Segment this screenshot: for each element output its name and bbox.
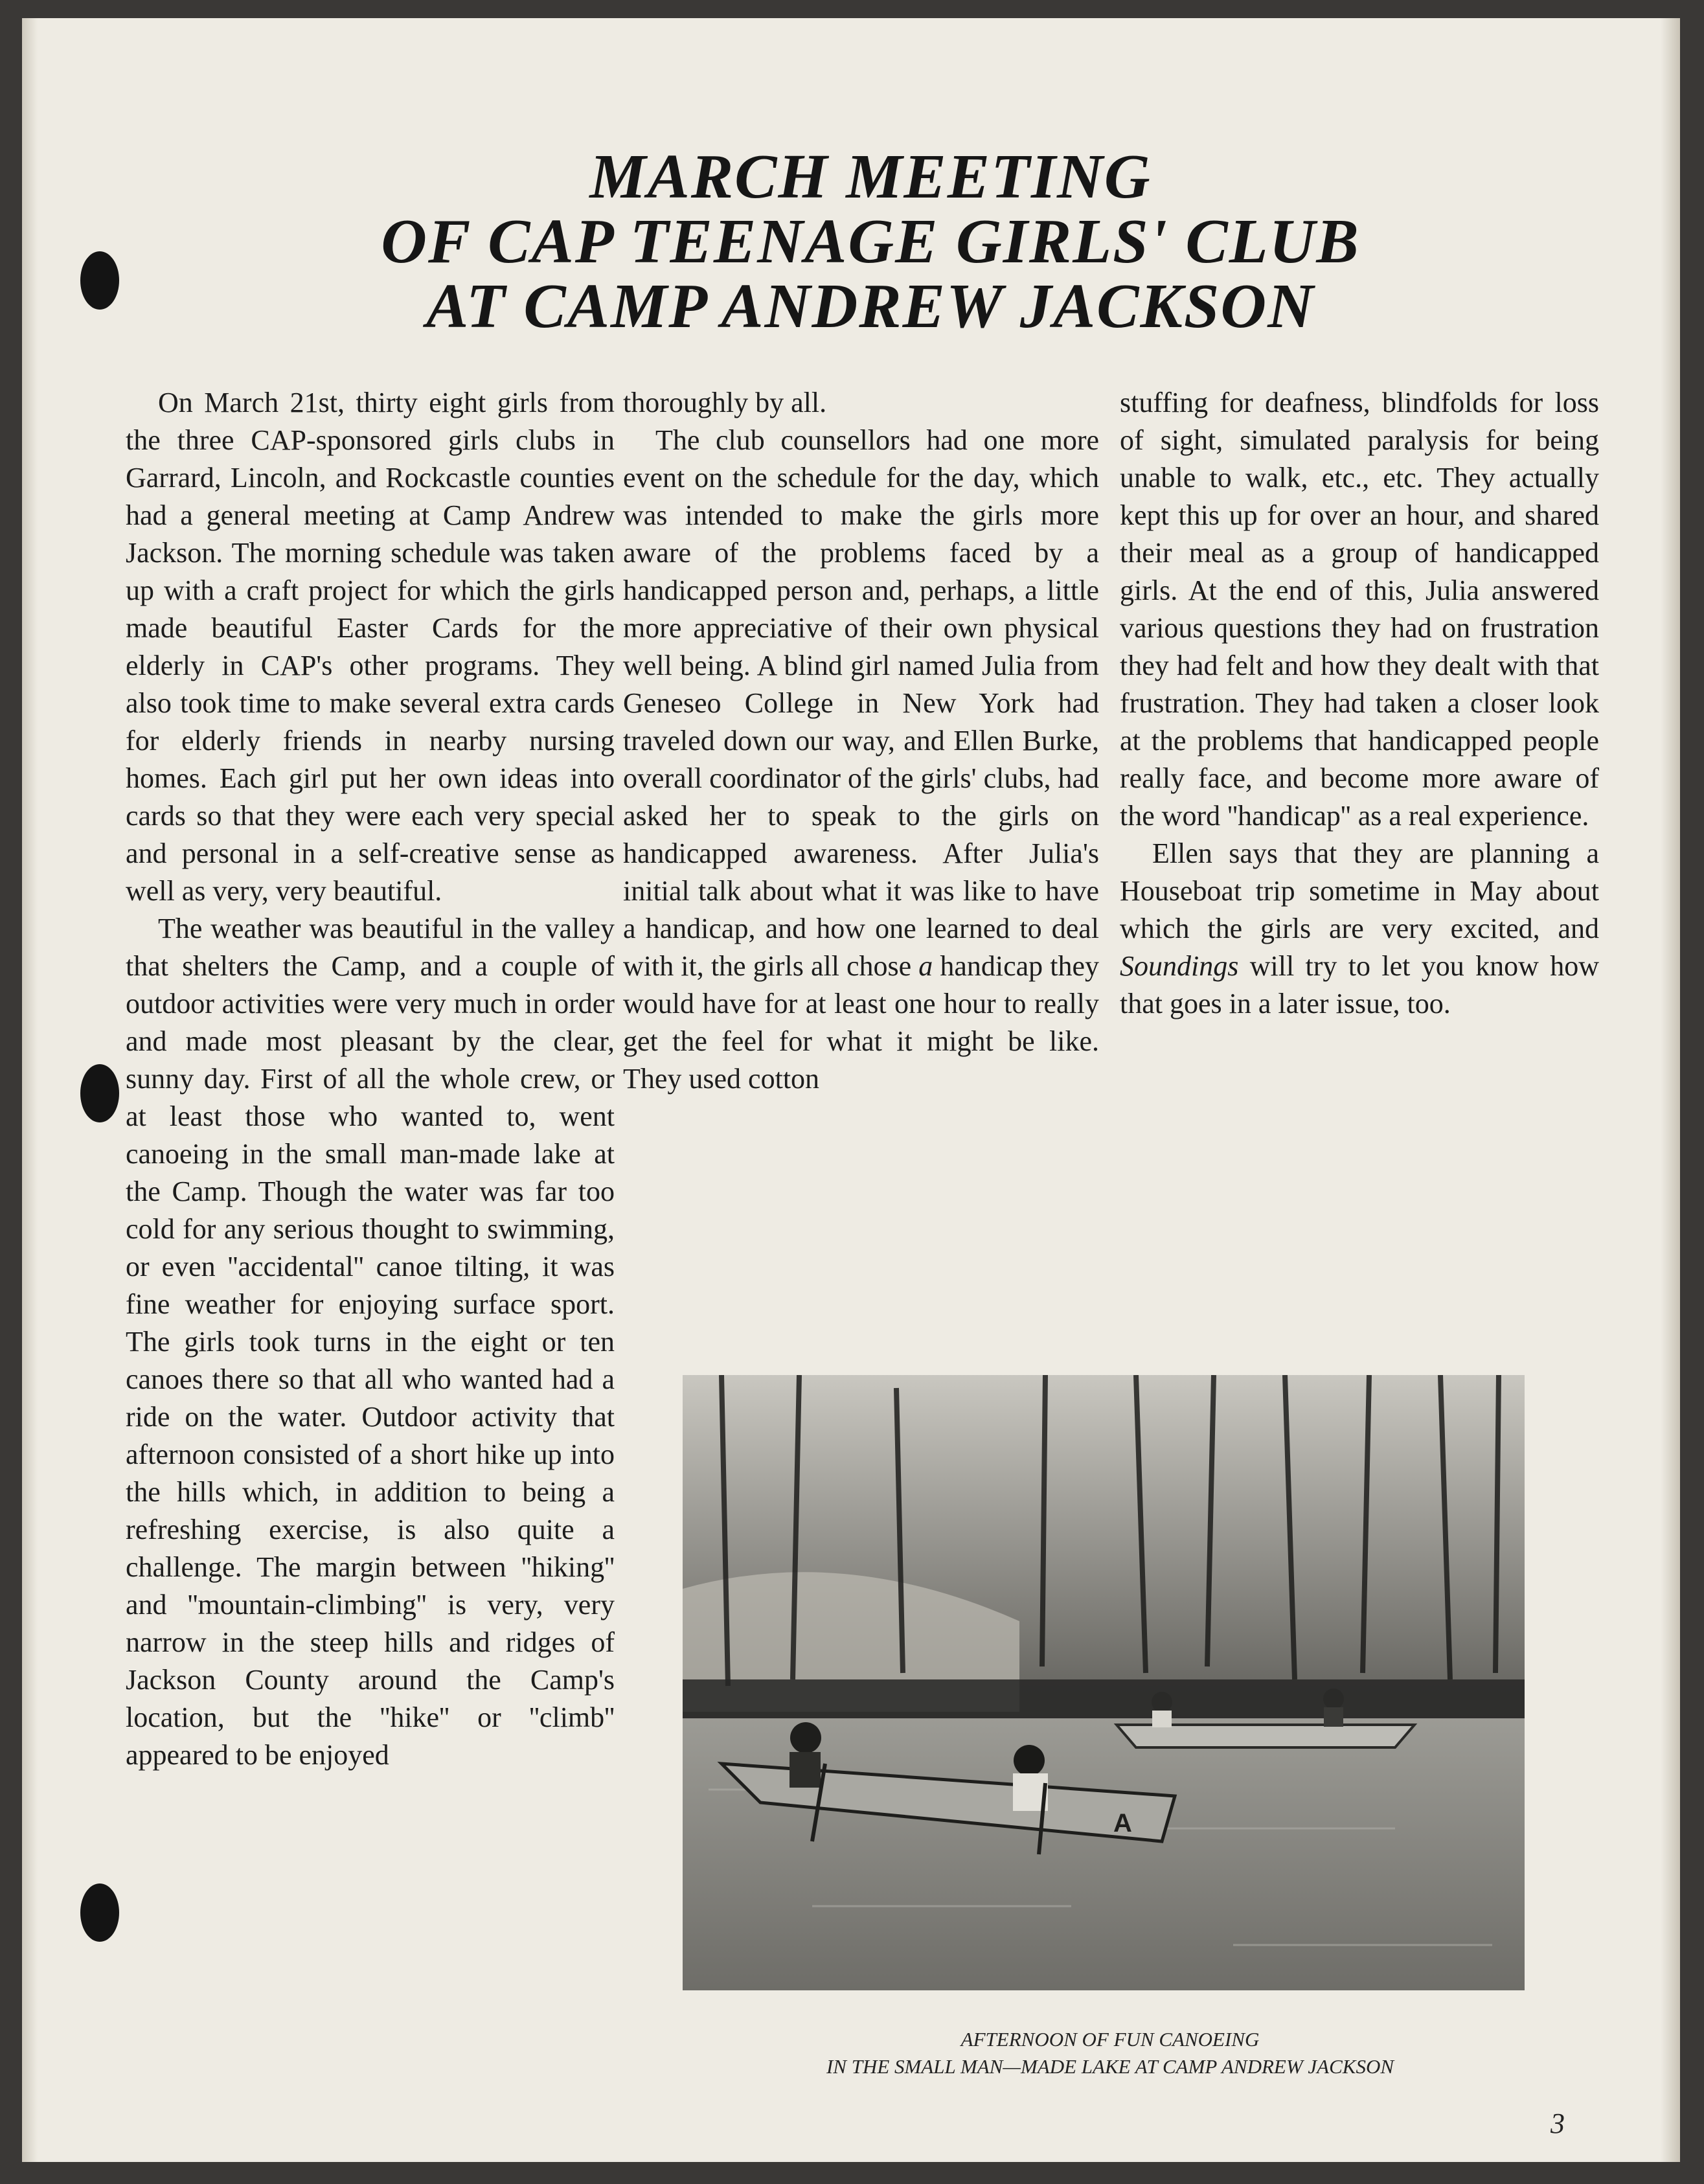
photo-caption — [670, 2026, 1551, 2080]
houseboat-text: Ellen says that they are planning a Houseboat trip sometime in May about which the girls are very excited, and — [1120, 837, 1599, 944]
caption-line-1: AFTERNOON OF FUN CANOEING — [960, 2028, 1260, 2051]
lake-canoe-scene — [683, 1375, 1525, 1990]
punch-hole-middle — [80, 1064, 119, 1122]
punch-hole-top — [80, 251, 119, 310]
houseboat-text-end: will try to let you know how that goes in a later issue, too. — [1120, 950, 1599, 1019]
magazine-page — [22, 18, 1680, 2162]
paragraph-weather: The weather was beautiful in the valley that shelters the Camp, and a couple of outdoor activities were very much in order and made most pleasant by the clear, sunny day. First of all the whole crew, or at least those who wanted to, went canoeing in the small man-made lake at the Camp. Though the water was far too cold for any serious thought to swimming, or even ''accidental'' canoe tilting, it was fine weather for enjoying surface sport. The girls took turns in the eight or ten canoes there so that all who wanted had a ride on the water. Outdoor activity that afternoon consisted of a short hike up into the hills which, in addition to being a refreshing exercise, is also quite a challenge. The margin between ''hiking'' and ''mountain-climbing'' is very, very narrow in the steep hills and ridges of Jackson County around the Camp's location, but the ''hike'' or ''climb'' appeared to be enjoyed — [126, 913, 615, 1771]
text-column-1 — [126, 384, 615, 1774]
emphasis-a: a — [918, 950, 933, 982]
text-column-3 — [1120, 384, 1599, 1023]
paragraph-houseboat — [1120, 835, 1599, 1023]
caption-line-2: IN THE SMALL MAN—MADE LAKE AT CAMP ANDREW JACKSON — [826, 2055, 1394, 2078]
canoe-letter: A — [1113, 1809, 1132, 1837]
title-line-3: AT CAMP ANDREW JACKSON — [426, 271, 1315, 341]
article-title — [126, 144, 1615, 339]
soundings-title: Soundings — [1120, 950, 1239, 982]
title-line-2: OF CAP TEENAGE GIRLS' CLUB — [381, 207, 1360, 277]
paragraph-continuation: thoroughly by all. — [623, 387, 827, 418]
page-number: 3 — [1551, 2108, 1565, 2139]
text-column-2 — [623, 384, 1099, 1098]
page-right-edge — [1661, 18, 1680, 2162]
counsellors-text-end: handicap they would have for at least one hour to really get the feel for what it might be like. They used cotton — [623, 950, 1100, 1095]
title-line-1: MARCH MEETING — [589, 142, 1152, 212]
paragraph-march-21st: On March 21st, thirty eight girls from the three CAP-sponsored girls clubs in Garrard, Lincoln, and Rockcastle counties had a general meeting at Camp Andrew Jackson. The morning schedule was taken up with a craft project for which the girls made beautiful Easter Cards for the elderly in CAP's other programs. They also took time to make several extra cards for elderly friends in nearby nursing homes. Each girl put her own ideas into cards so that they were each very special and personal in a self-creative sense as well as very, very beautiful. — [126, 387, 615, 907]
paragraph-handicap-continued: stuffing for deafness, blindfolds for loss of sight, simulated paralysis for being unable to walk, etc., etc. They actually kept this up for over an hour, and shared their meal as a group of handicapped girls. At the end of this, Julia answered various questions they had on frustration they had felt and how they dealt with that frustration. They had taken a closer look at the problems that handicapped people really face, and become more aware of the word ''handicap'' as a real experience. — [1120, 387, 1599, 832]
page-binding-edge — [22, 18, 38, 2162]
punch-hole-bottom — [80, 1883, 119, 1942]
canoeing-photo — [683, 1375, 1525, 1990]
paragraph-counsellors — [623, 422, 1099, 1098]
counsellors-text: The club counsellors had one more event on the schedule for the day, which was intended to make the girls more aware of the problems faced by a handicapped person and, perhaps, a little more appreciative of their own physical well being. A blind girl named Julia from Geneseo College in New York had traveled down our way, and Ellen Burke, overall coordinator of the girls' clubs, had asked her to speak to the girls on handicapped awareness. After Julia's initial talk about what it was like to have a handicap, and how one learned to deal with it, the girls all chose — [623, 424, 1099, 982]
